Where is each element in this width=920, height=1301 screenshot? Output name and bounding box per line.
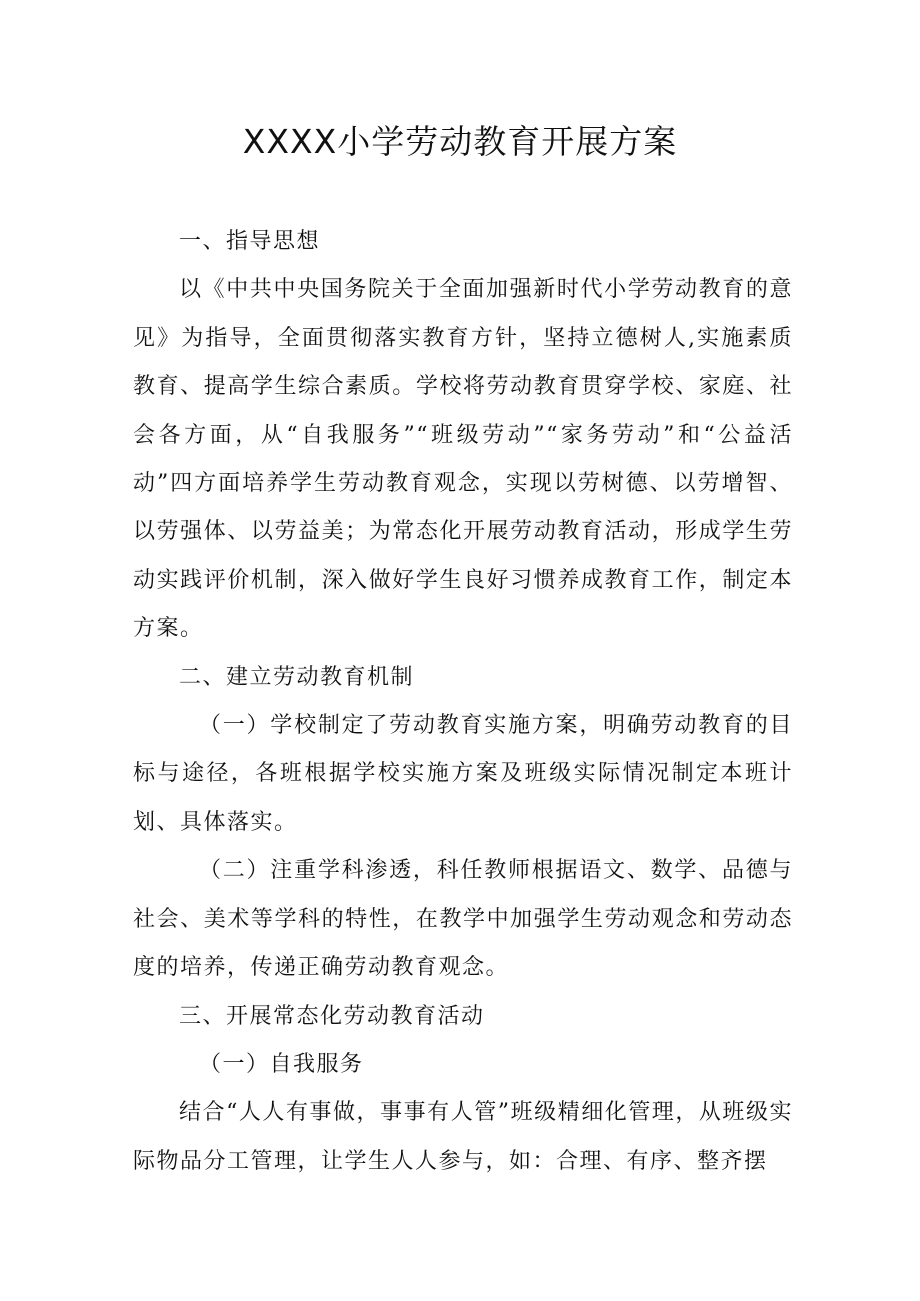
paragraph-self-service: 结合“人人有事做，事事有人管”班级精细化管理，从班级实际物品分工管理，让学生人人参与，如：合理、有序、整齐摆 [133,1100,793,1174]
paragraph-guiding-ideology: 以《中共中央国务院关于全面加强新时代小学劳动教育的意见》为指导，全面贯彻落实教育方针，坚持立德树人,实施素质教育、提高学生综合素质。学校将劳动教育贯穿学校、家庭、社会各方面，从“自我服务”“班级劳动”“家务劳动”和“公益活动”四方面培养学生劳动教育观念，实现以劳树德、以劳增智、以劳强体、以劳益美；为常态化开展劳动教育活动，形成学生劳动实践评价机制，深入做好学生良好习惯养成教育工作，制定本方案。 [133,277,793,642]
document-title: XXXX小学劳动教育开展方案 [242,122,678,161]
section-heading-activities: 三、开展常态化劳动教育活动 [179,1003,485,1029]
subsection-heading-self-service: （一）自我服务 [199,1051,364,1077]
section-heading-guiding-ideology: 一、指导思想 [179,229,321,254]
paragraph-mechanism-item-1: （一）学校制定了劳动教育实施方案，明确劳动教育的目标与途径，各班根据学校实施方案及班级实际情况制定本班计划、具体落实。 [133,713,793,835]
paragraph-mechanism-item-2: （二）注重学科渗透，科任教师根据语文、数学、品德与社会、美术等学科的特性，在教学中加强学生劳动观念和劳动态度的培养，传递正确劳动教育观念。 [133,858,793,981]
document-body [133,218,793,1186]
section-heading-mechanism: 二、建立劳动教育机制 [179,664,415,690]
